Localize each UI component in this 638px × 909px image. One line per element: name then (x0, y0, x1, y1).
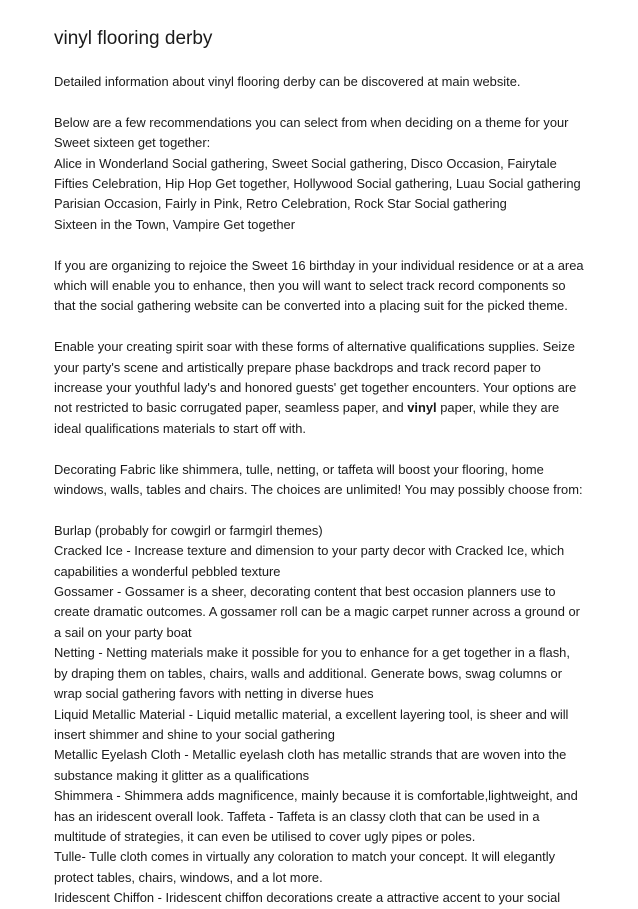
list-item (54, 786, 594, 847)
intro-paragraph: Detailed information about vinyl flooring derby can be discovered at main website. (54, 74, 521, 89)
text-line: Gossamer - Gossamer is a sheer, decorating content that best occasion planners use to (54, 584, 556, 600)
text-line: ideal qualifications materials to start off with. (54, 420, 306, 436)
text-line: wrap social gathering favors with netting in diverse hues (54, 686, 374, 702)
page-title: vinyl flooring derby (54, 28, 213, 49)
text-line: Below are a few recommendations you can select from when deciding on a theme for your (54, 114, 569, 130)
list-item (54, 521, 594, 541)
text-line: Burlap (probably for cowgirl or farmgirl themes) (54, 522, 323, 538)
list-item (54, 541, 594, 582)
text-line: Shimmera - Shimmera adds magnificence, mainly because it is comfortable,lightweight, and (54, 788, 578, 804)
list-item (54, 888, 594, 908)
text-line: Iridescent Chiffon - Iridescent chiffon decorations create a attractive accent to your social (54, 890, 561, 906)
themes-paragraph (54, 113, 594, 235)
text-segment: paper, while they are (436, 400, 560, 416)
enable-paragraph (54, 337, 594, 439)
document-page (54, 27, 594, 909)
text-line: Enable your creating spirit soar with these forms of alternative qualifications supplies. Seize (54, 339, 575, 355)
list-item (54, 847, 594, 888)
fabric-list (54, 521, 594, 909)
text-line: Sweet sixteen get together: (54, 135, 211, 151)
text-segment: not restricted to basic corrugated paper, seamless paper, and (54, 400, 408, 416)
text-line: your party's scene and artistically prepare phase backdrops and track record paper to (54, 359, 541, 375)
text-line: has an iridescent overall look. Taffeta - Taffeta is an classy cloth that can be used in a (54, 808, 540, 824)
text-line (54, 398, 594, 418)
text-line: multitude of strategies, it can even be utilised to cover ugly pipes or poles. (54, 828, 476, 844)
text-line: that the social gathering website can be converted into a placing suit for the picked theme. (54, 298, 568, 314)
list-item (54, 582, 594, 643)
text-line: Parisian Occasion, Fairly in Pink, Retro Celebration, Rock Star Social gathering (54, 196, 507, 212)
text-line: create dramatic outcomes. A gossamer roll can be a magic carpet runner across a ground or (54, 604, 580, 620)
text-line: Alice in Wonderland Social gathering, Sweet Social gathering, Disco Occasion, Fairytale (54, 155, 557, 171)
text-line: a sail on your party boat (54, 624, 192, 640)
organizing-paragraph (54, 256, 594, 317)
text-line: substance making it glitter as a qualifications (54, 767, 310, 783)
text-line: Tulle- Tulle cloth comes in virtually any coloration to match your concept. It will elegantly (54, 849, 556, 865)
decorating-paragraph (54, 460, 594, 501)
text-line: Metallic Eyelash Cloth - Metallic eyelash cloth has metallic strands that are woven into the (54, 747, 567, 763)
text-line: insert shimmer and shine to your social gathering (54, 726, 335, 742)
text-line: Liquid Metallic Material - Liquid metallic material, a excellent layering tool, is sheer and will (54, 706, 569, 722)
list-item (54, 745, 594, 786)
text-line: Netting - Netting materials make it possible for you to enhance for a get together in a flash, (54, 645, 570, 661)
list-item (54, 643, 594, 704)
text-line: Decorating Fabric like shimmera, tulle, netting, or taffeta will boost your flooring, home (54, 461, 544, 477)
text-line: windows, walls, tables and chairs. The choices are unlimited! You may possibly choose from: (54, 482, 583, 498)
bold-keyword: vinyl (407, 400, 437, 416)
text-line: by draping them on tables, chairs, walls and additional. Generate bows, swag columns or (54, 665, 563, 681)
text-line: Cracked Ice - Increase texture and dimension to your party decor with Cracked Ice, which (54, 543, 565, 559)
text-line: capabilities a wonderful pebbled texture (54, 563, 281, 579)
list-item (54, 705, 594, 746)
text-line: which will enable you to enhance, then you will want to select track record components so (54, 278, 566, 294)
text-line: Fifties Celebration, Hip Hop Get together, Hollywood Social gathering, Luau Social gathering (54, 176, 581, 192)
text-line: Sixteen in the Town, Vampire Get together (54, 216, 295, 232)
text-line: protect tables, chairs, windows, and a lot more. (54, 869, 323, 885)
text-line: If you are organizing to rejoice the Sweet 16 birthday in your individual residence or at a area (54, 257, 584, 273)
text-line: increase your youthful lady's and honored guests' get together encounters. Your options are (54, 380, 577, 396)
